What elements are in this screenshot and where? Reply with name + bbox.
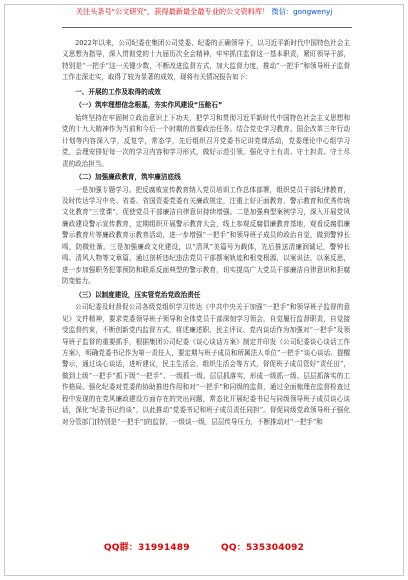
page-footer (0, 540, 408, 553)
intro-paragraph: 2022年以来，公司纪委在集团公司党委、纪委的正确领导下，以习近平新时代中国特色社会主义思想为指导，深入贯彻党的十九届历次全会精神，牢牢抓住监督这一基本职责，紧盯领导干部，特别是“一把手”这一关键少数，不断改进监督方式，加大监督力度，推动“一把手”和领导班子监督工作走深走实，取得了较为显著的成效，现将有关情况报告如下： (62, 39, 350, 82)
header-divider (62, 27, 352, 28)
footer-qq[interactable]: QQ：535304092 (221, 543, 305, 553)
subsection-1-paragraph: 始终坚持在牢固树立政治意识上下功夫，把学习和贯彻习近平新时代中国特色社会主义思想和党的十九大精神作为当前和今后一个时期的首要政治任务。结合党史学习教育、国企改革三年行动计划等内容深入学，反复学，常态学，先后组织召开党委书记讲党课活动，党委理论中心组学习党，会理安排好每一次的学习内容和学习形式，做好示范引领，强化守土有责、守土担责、守土尽责的政治担当。 (62, 113, 350, 168)
section-heading-1: 一、开展的工作及取得的成效 (75, 87, 161, 96)
subsection-3-paragraph: 公司纪委及时督促公司各级党组织学习传达《中共中央关于加强“一把手”和领导班子监督的意见》文件精神，要求党委领导班子领导和全体党员干部深刻学习领会，自觉履行监督职责，自觉接受监督约束，不断创新党内监督方式，将述廉述职、民主评议、党内谈话作为加强对“一把手”及领导班子监督的重要抓手，根据集团公司纪委《谈心谈话方案》制定并印发《公司纪委谈心谈话工作方案》，明确党委书记作为第一责任人，要定期与班子成员和所属法人单位“一把手”谈心谈话、提醒警示，通过谈心谈话，进听建议，民主生活会，组织生活会等方式，督促班子成员管好“责任田”，做到上级“一把手”抓下级“一把手”、一级抓一级、层层抓落实，形成一级抓一级、层层抓落实的工作格局。强化纪委对党委的协助推进作用和对“一把手”和同级的监督，通过全面梳理在监督检查过程中发现的在党风廉政建设方面存在的突出问题，常态化开展纪委书记与同级领导班子成员谈心谈话，深化“纪委书记约谈”，以此推动“党委书记和班子成员责任同担”。督促同级党政领导班子强化对分管部门[特别是“一把手”]的监督，一级谈一级，层层传导压力，不断推动对“一把手”和 (62, 303, 350, 426)
footer-qq-group[interactable]: QQ群：31991489 (103, 543, 190, 553)
header-wechat[interactable]: 微信：gongwenyj (271, 7, 333, 16)
subsection-heading-2: （二）加强廉政教育，筑牢廉洁底线 (75, 173, 181, 182)
document-body (62, 38, 350, 428)
subsection-heading-1: （一）筑牢理想信念根基，夯实作风建设“压舱石” (75, 101, 223, 110)
header-notice[interactable]: 关注头条号"公文研究"，获得最新最全最专业的公文资料库！ (75, 7, 270, 16)
subsection-2-paragraph: 一是加强专题学习。把反腐败宣传教育纳入党员培训工作总体部署，组织党员干部纪律教育，及时传达学习中央、省委、省国资委党委有关廉政规定，注重上好正面教育、警示教育和优秀传统文化教育“三堂课”，促使党员干部廉洁自律意识持续增强。二是加强典型案例学习，深入开展党风廉政建设警示宣传教育，定期组织开展警示教育大会，线上参观反腐倡廉教育基地，观看反腐倡廉警示教育片等廉政教育示教育活动，进一步增强“一把手”和领导班子成员的政治自觉，做到警钟长鸣，防微杜渐。三是加强廉政文化建设，以“清风”美篇号为载体，先后推送清廉润诚记，警钟长鸣、清风人物等文章篇，通过剖析违纪违法党员干部摆案轨迹和根变根源，以案说法，以案反思，进一步加强职务犯罪预防和联系反面典型的警示教育，切实提高广大党员干部廉洁自律意识和拒腐防变能力。 (62, 185, 350, 286)
page-header (0, 6, 408, 18)
subsection-heading-3: （三）以制度建设，压实管党治党政治责任 (75, 290, 201, 299)
